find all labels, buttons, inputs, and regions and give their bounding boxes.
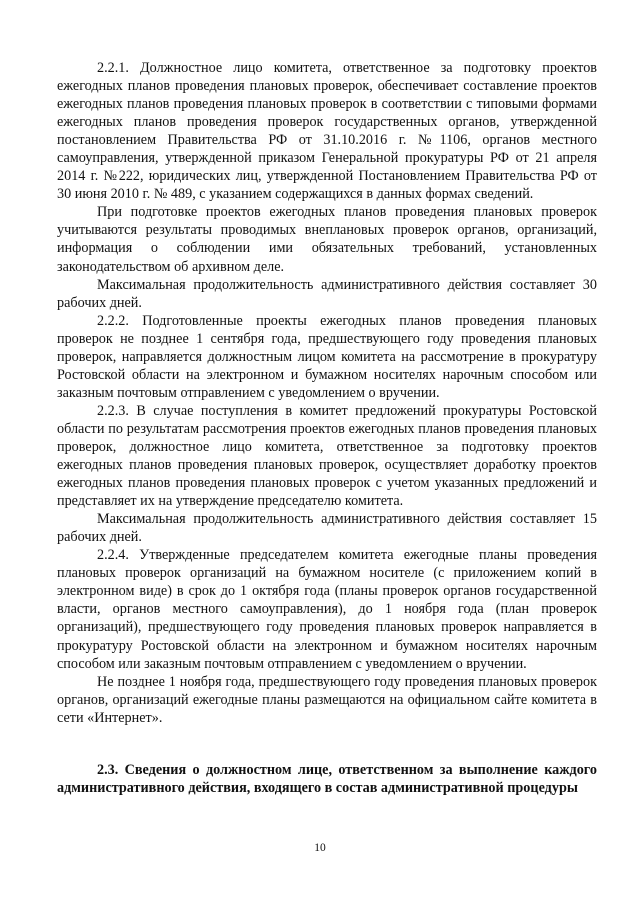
paragraph-max-duration-15: Максимальная продолжительность административного действия составляет 15 рабочих дней. xyxy=(57,511,597,546)
paragraph-2-2-2: 2.2.2. Подготовленные проекты ежегодных планов проведения плановых проверок не позднее 1 сентября года, предшествующего году проведения плановых проверок, направляется должностным лицом комитета на рассмотрение в прокуратуру Ростовской области на электронном и бумажном носителях нарочным способом или заказным почтовым отправлением с уведомлением о вручении. xyxy=(57,312,597,401)
section-heading-2-3: 2.3. Сведения о должностном лице, ответственном за выполнение каждого административного действия, входящего в состав административной процедуры xyxy=(57,761,597,796)
paragraph-2-2-4: 2.2.4. Утвержденные председателем комитета ежегодные планы проведения плановых проверок организаций на бумажном носителе (с приложением копий в электронном виде) в срок до 1 октября года (планы проверок органов государственной власти, органов местного самоуправления), до 1 ноября года (план проверок организаций), предшествующего году проведения плановых проверок направляется в прокуратуру Ростовской области на электронном и бумажном носителях нарочным способом или заказным почтовым отправлением с уведомлением о вручении. xyxy=(57,547,597,672)
page-number: 10 xyxy=(314,842,326,854)
paragraph-max-duration-30: Максимальная продолжительность административного действия составляет 30 рабочих дней. xyxy=(57,276,597,311)
paragraph-publication: Не позднее 1 ноября года, предшествующего году проведения плановых проверок органов, организаций ежегодные планы размещаются на официальном сайте комитета в сети «Интернет». xyxy=(57,673,597,726)
paragraph-2-2-1: 2.2.1. Должностное лицо комитета, ответственное за подготовку проектов ежегодных планов проведения плановых проверок, обеспечивает составление проектов ежегодных планов проведения плановых проверок в соответствии с типовыми формами ежегодных планов проведения проверок государственных органов, утвержденной постановлением Правительства РФ от 31.10.2016 г. №1106, органов местного самоуправления, утвержденной приказом Генеральной прокуратуры РФ от 21 апреля 2014 г. №222, юридических лиц, утвержденной Постановлением Правительства РФ от 30 июня 2010 г. № 489, с указанием содержащихся в данных формах сведений. xyxy=(57,60,597,203)
document-body xyxy=(57,59,597,797)
section-spacer xyxy=(57,727,597,761)
paragraph-planning-considerations: При подготовке проектов ежегодных планов проведения плановых проверок учитываются результаты проводимых внеплановых проверок органов, организаций, информация о соблюдении ими обязательных требований, установленных законодательством об архивном деле. xyxy=(57,204,597,275)
paragraph-2-2-3: 2.2.3. В случае поступления в комитет предложений прокуратуры Ростовской области по результатам рассмотрения проектов ежегодных планов проведения плановых проверок, должностное лицо комитета, ответственное за подготовку проектов ежегодных планов проведения плановых проверок, осуществляет доработку проектов ежегодных планов проведения плановых проверок с учетом указанных предложений и представляет их на утверждение председателю комитета. xyxy=(57,402,597,510)
